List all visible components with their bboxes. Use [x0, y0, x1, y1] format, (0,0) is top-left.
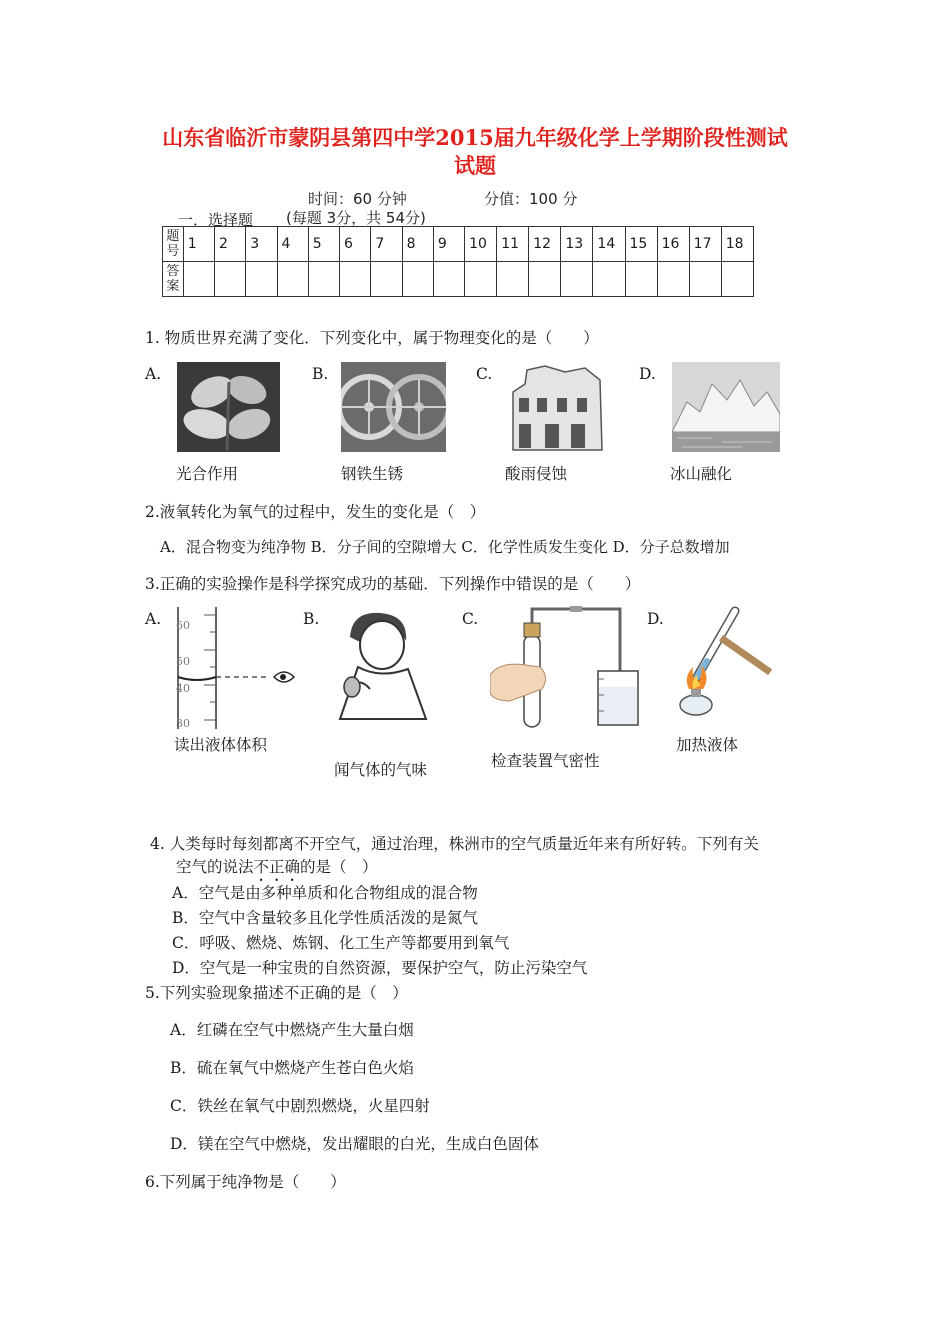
row-label-answer: 答案: [163, 262, 184, 297]
qnum-cell: 2: [214, 227, 245, 262]
answer-cell[interactable]: [529, 262, 561, 297]
qnum-cell: 10: [465, 227, 497, 262]
row-label-number: 题号: [163, 227, 184, 262]
qnum-cell: 18: [721, 227, 753, 262]
qnum-cell: 11: [497, 227, 529, 262]
q1-option-a-caption: 光合作用: [176, 465, 239, 483]
airtightness-check-icon: [490, 605, 640, 730]
boy-smelling-gas-icon: [330, 607, 438, 725]
q3-option-d-caption: 加热液体: [676, 736, 739, 754]
exam-time: 时间：60 分钟: [308, 190, 407, 208]
answer-cell[interactable]: [183, 262, 214, 297]
qnum-cell: 8: [402, 227, 433, 262]
answer-cell[interactable]: [689, 262, 721, 297]
q4-stem-post: 的是（ ）: [300, 858, 378, 876]
question-number-row: [163, 227, 754, 262]
qnum-cell: 7: [371, 227, 402, 262]
q5-option-a: A．红磷在空气中燃烧产生大量白烟: [170, 1021, 414, 1039]
q5-option-d: D．镁在空气中燃烧，发出耀眼的白光，生成白色固体: [170, 1135, 539, 1153]
rusty-wheels-photo-icon: [341, 362, 446, 452]
q3-option-a-letter: A.: [145, 610, 162, 628]
q1-option-d-caption: 冰山融化: [670, 465, 733, 483]
exam-score: 分值：100 分: [484, 190, 578, 208]
q4-option-b: B．空气中含量较多且化学性质活泼的是氮气: [172, 909, 478, 927]
q3-option-d-letter: D.: [647, 610, 664, 628]
answer-cell[interactable]: [214, 262, 245, 297]
scale-label-40: 40: [176, 682, 190, 695]
answer-cell[interactable]: [497, 262, 529, 297]
answer-cell[interactable]: [625, 262, 657, 297]
q1-option-a-letter: A.: [145, 365, 162, 383]
q5-option-b: B．硫在氧气中燃烧产生苍白色火焰: [170, 1059, 414, 1077]
qnum-cell: 17: [689, 227, 721, 262]
q1-option-b-caption: 钢铁生锈: [341, 465, 404, 483]
answer-cell[interactable]: [561, 262, 593, 297]
q1-option-b-letter: B.: [312, 365, 329, 383]
qnum-cell: 12: [529, 227, 561, 262]
qnum-cell: 16: [657, 227, 689, 262]
document-title-line1: 山东省临沂市蒙阴县第四中学2015届九年级化学上学期阶段性测试: [162, 125, 788, 150]
q3-option-a-caption: 读出液体体积: [174, 736, 268, 754]
scale-label-60: 60: [176, 619, 190, 632]
q4-stem-emphasis: 不正确: [253, 858, 301, 876]
answer-cell[interactable]: [277, 262, 308, 297]
qnum-cell: 6: [340, 227, 371, 262]
qnum-cell: 14: [593, 227, 625, 262]
qnum-cell: 4: [277, 227, 308, 262]
q3-option-c-letter: C.: [462, 610, 479, 628]
section-title: 一．选择题: [178, 211, 254, 229]
graduated-cylinder-icon: [176, 605, 306, 730]
heating-test-tube-icon: [675, 605, 785, 723]
q1-stem: 1. 物质世界充满了变化．下列变化中，属于物理变化的是（ ）: [145, 329, 599, 347]
q4-option-d: D．空气是一种宝贵的自然资源，要保护空气，防止污染空气: [172, 959, 588, 977]
q1-option-c-letter: C.: [476, 365, 493, 383]
q2-stem: 2.液氧转化为氧气的过程中，发生的变化是（ ）: [145, 503, 486, 521]
scale-label-30: 30: [176, 717, 190, 730]
answer-cell[interactable]: [657, 262, 689, 297]
answer-cell[interactable]: [246, 262, 277, 297]
q1-option-d-letter: D.: [639, 365, 656, 383]
qnum-cell: 5: [308, 227, 339, 262]
section-points: (每题 3分，共 54分): [286, 209, 426, 227]
qnum-cell: 9: [433, 227, 464, 262]
q4-stem-pre: 空气的说法: [176, 858, 254, 876]
q3-option-b-letter: B.: [303, 610, 320, 628]
q4-option-c: C．呼吸、燃烧、炼钢、化工生产等都要用到氧气: [172, 934, 510, 952]
iceberg-photo-icon: [672, 362, 780, 452]
answer-cell[interactable]: [308, 262, 339, 297]
answer-cell[interactable]: [340, 262, 371, 297]
qnum-cell: 1: [183, 227, 214, 262]
q5-option-c: C．铁丝在氧气中剧烈燃烧，火星四射: [170, 1097, 430, 1115]
answer-cell[interactable]: [433, 262, 464, 297]
q2-options: A．混合物变为纯净物 B．分子间的空隙增大 C．化学性质发生变化 D．分子总数增加: [160, 538, 730, 556]
qnum-cell: 15: [625, 227, 657, 262]
eroded-building-photo-icon: [505, 362, 608, 452]
answer-cell[interactable]: [593, 262, 625, 297]
qnum-cell: 13: [561, 227, 593, 262]
answer-cell[interactable]: [465, 262, 497, 297]
answer-table: [162, 226, 754, 297]
answer-cell[interactable]: [402, 262, 433, 297]
q3-option-c-caption: 检查装置气密性: [491, 752, 600, 770]
document-title-line2: 试题: [454, 153, 496, 178]
answer-row: [163, 262, 754, 297]
leaf-photo-icon: [177, 362, 280, 452]
q1-option-c-caption: 酸雨侵蚀: [505, 465, 568, 483]
q6-stem: 6.下列属于纯净物是（ ）: [145, 1173, 346, 1191]
q4-stem-line1: 4. 人类每时每刻都离不开空气，通过治理，株洲市的空气质量近年来有所好转。下列有关: [150, 835, 759, 853]
q5-stem: 5.下列实验现象描述不正确的是（ ）: [145, 984, 408, 1002]
q3-stem: 3.正确的实验操作是科学探究成功的基础．下列操作中错误的是（ ）: [145, 575, 641, 593]
q3-option-b-caption: 闻气体的气味: [334, 761, 428, 779]
answer-cell[interactable]: [721, 262, 753, 297]
scale-label-50: 50: [176, 655, 190, 668]
q4-option-a: A．空气是由多种单质和化合物组成的混合物: [172, 884, 478, 902]
qnum-cell: 3: [246, 227, 277, 262]
answer-cell[interactable]: [371, 262, 402, 297]
